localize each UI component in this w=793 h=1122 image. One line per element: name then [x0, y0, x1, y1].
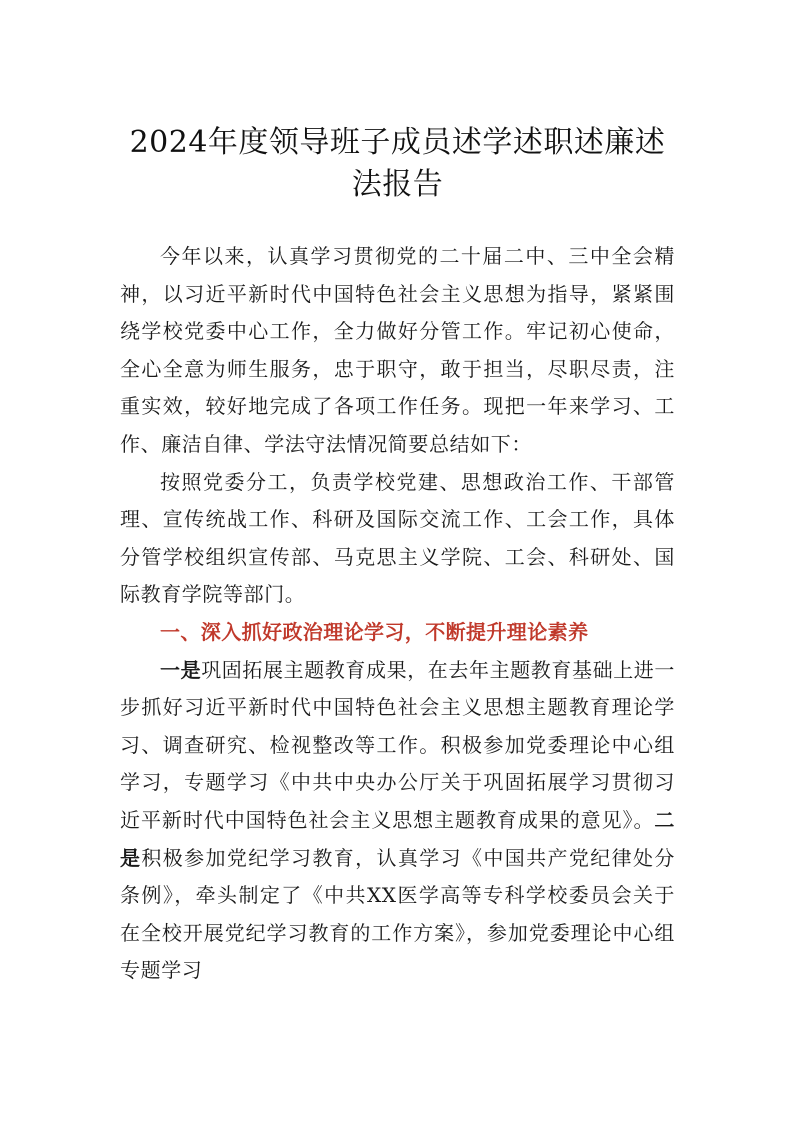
- section-heading: 一、深入抓好政治理论学习，不断提升理论素养: [160, 619, 589, 644]
- duties-paragraph: 按照党委分工，负责学校党建、思想政治工作、干部管理、宣传统战工作、科研及国际交流工作、工会工作，具体分管学校组织宣传部、马克思主义学院、工会、科研处、国际教育学院等部门。: [120, 469, 675, 607]
- intro-paragraph: 今年以来，认真学习贯彻党的二十届二中、三中全会精神，以习近平新时代中国特色社会主义思想为指导，紧紧围绕学校党委中心工作，全力做好分管工作。牢记初心使命，全心全意为师生服务，忠于职守，敢于担当，尽职尽责，注重实效，较好地完成了各项工作任务。现把一年来学习、工作、廉洁自律、学法守法情况简要总结如下：: [120, 244, 675, 456]
- item-lead-2: 二是: [120, 807, 675, 870]
- item-lead-1: 一是: [160, 657, 202, 682]
- document-title: 2024年度领导班子成员述学述职述廉述法报告: [129, 125, 666, 202]
- section-body-paragraph: [120, 652, 675, 990]
- item-text-1: 巩固拓展主题教育成果，在去年主题教育基础上进一步抓好习近平新时代中国特色社会主义思想主题教育理论学习、调查研究、检视整改等工作。积极参加党委理论中心组学习，专题学习《中共中央办公厅关于巩固拓展学习贯彻习近平新时代中国特色社会主义思想主题教育成果的意见》。: [120, 657, 676, 832]
- item-text-2: 积极参加党纪学习教育，认真学习《中国共产党纪律处分条例》，牵头制定了《中共XX医学高等专科学校委员会关于在全校开展党纪学习教育的工作方案》，参加党委理论中心组专题学习: [120, 845, 676, 983]
